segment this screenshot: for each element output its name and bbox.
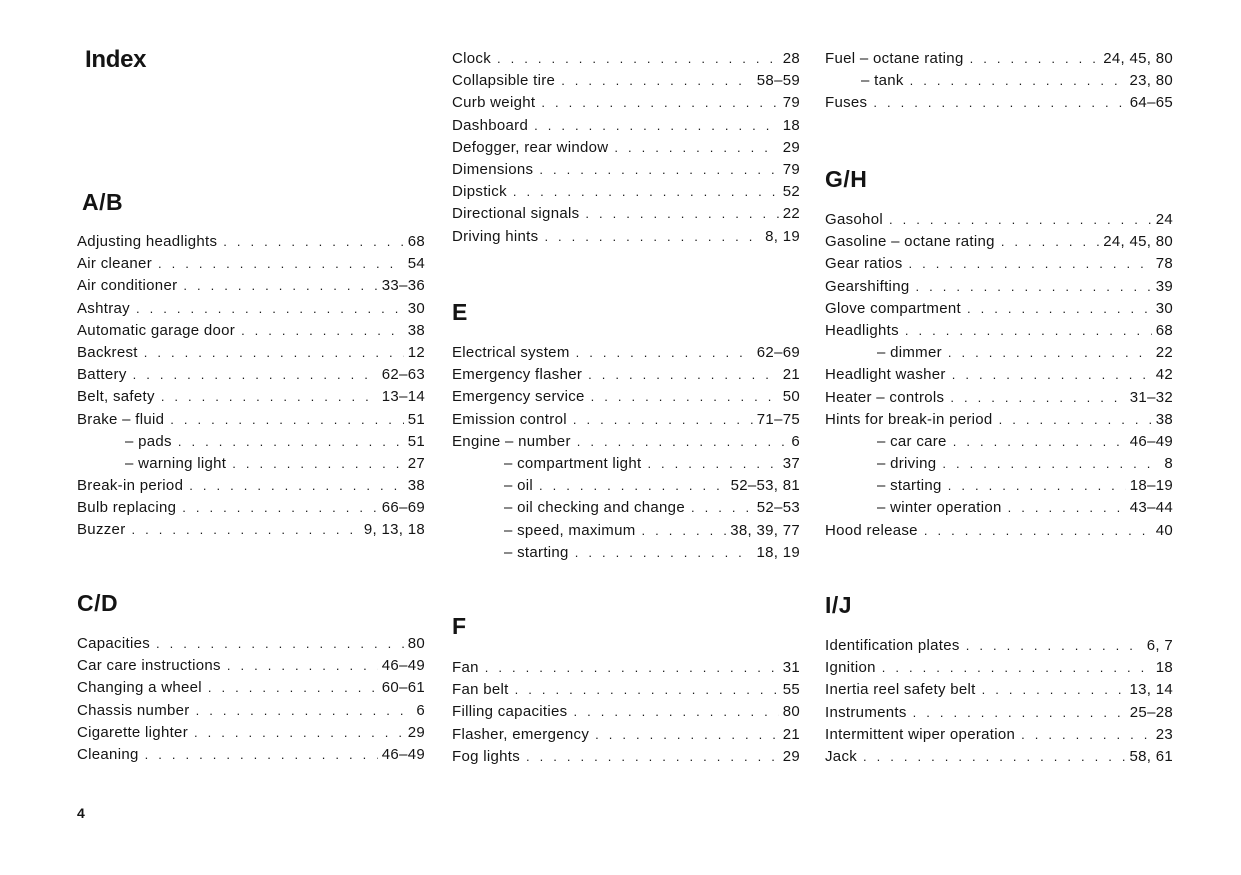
index-subentry: – tank . . . 23, 80	[825, 70, 1173, 92]
index-entry: Jack . . . 58, 61	[825, 746, 1173, 768]
index-subentry: – speed, maximum . . . 38, 39, 77	[452, 520, 800, 542]
index-entry: Bulb replacing . . . 66–69	[77, 497, 425, 519]
index-entry: Hood release . . . 40	[825, 520, 1173, 542]
index-entry: Fuel – octane rating . . . 24, 45, 80	[825, 48, 1173, 70]
index-entry: Buzzer . . . 9, 13, 18	[77, 519, 425, 541]
index-entry: Emission control . . . 71–75	[452, 409, 800, 431]
index-entry: Flasher, emergency . . . 21	[452, 724, 800, 746]
index-entry: Car care instructions . . . 46–49	[77, 655, 425, 677]
index-entry: Air conditioner . . . 33–36	[77, 275, 425, 297]
section-heading-ij: I/J	[825, 592, 853, 618]
section-heading-e: E	[452, 299, 468, 325]
index-entry: Chassis number . . . 6	[77, 700, 425, 722]
index-entry: Fog lights . . . 29	[452, 746, 800, 768]
index-entry: Intermittent wiper operation . . . 23	[825, 724, 1173, 746]
index-entry: Changing a wheel . . . 60–61	[77, 677, 425, 699]
index-subentry: – compartment light . . . 37	[452, 453, 800, 475]
index-entry: Battery . . . 62–63	[77, 364, 425, 386]
index-entry: Dipstick . . . 52	[452, 181, 800, 203]
index-entry: Defogger, rear window . . . 29	[452, 137, 800, 159]
index-entry: Directional signals . . . 22	[452, 203, 800, 225]
entry-list-cd	[77, 633, 425, 766]
index-entry: Engine – number . . . 6	[452, 431, 800, 453]
index-subentry: – starting . . . 18, 19	[452, 542, 800, 564]
index-entry: Break-in period . . . 38	[77, 475, 425, 497]
index-entry: Ashtray . . . 30	[77, 298, 425, 320]
index-entry: Gear ratios . . . 78	[825, 253, 1173, 275]
index-entry: Instruments . . . 25–28	[825, 702, 1173, 724]
index-entry: Adjusting headlights . . . 68	[77, 231, 425, 253]
index-entry: Fan . . . 31	[452, 657, 800, 679]
index-subentry: – oil checking and change . . . 52–53	[452, 497, 800, 519]
entry-list-ij	[825, 635, 1173, 768]
index-entry: Headlights . . . 68	[825, 320, 1173, 342]
entry-list-gh	[825, 209, 1173, 542]
index-entry: Cigarette lighter . . . 29	[77, 722, 425, 744]
index-subentry: – winter operation . . . 43–44	[825, 497, 1173, 519]
index-entry: Gearshifting . . . 39	[825, 276, 1173, 298]
entry-list-cd-continued	[452, 48, 800, 248]
index-entry: Curb weight . . . 79	[452, 92, 800, 114]
index-entry: Fuses . . . 64–65	[825, 92, 1173, 114]
index-entry: Air cleaner . . . 54	[77, 253, 425, 275]
page-title: Index	[85, 46, 147, 73]
entry-list-f	[452, 657, 800, 768]
index-entry: Collapsible tire . . . 58–59	[452, 70, 800, 92]
index-entry: Identification plates . . . 6, 7	[825, 635, 1173, 657]
index-subentry: – driving . . . 8	[825, 453, 1173, 475]
index-entry: Driving hints . . . 8, 19	[452, 226, 800, 248]
index-entry: Automatic garage door . . . 38	[77, 320, 425, 342]
index-entry: Dimensions . . . 79	[452, 159, 800, 181]
index-entry: Dashboard . . . 18	[452, 115, 800, 137]
index-entry: Brake – fluid . . . 51	[77, 409, 425, 431]
index-subentry: – dimmer . . . 22	[825, 342, 1173, 364]
index-entry: Cleaning . . . 46–49	[77, 744, 425, 766]
index-entry: Glove compartment . . . 30	[825, 298, 1173, 320]
index-entry: Electrical system . . . 62–69	[452, 342, 800, 364]
entry-list-f-continued	[825, 48, 1173, 115]
index-entry: Gasohol . . . 24	[825, 209, 1173, 231]
section-heading-gh: G/H	[825, 166, 868, 192]
index-entry: Capacities . . . 80	[77, 633, 425, 655]
section-heading-f: F	[452, 613, 467, 639]
index-subentry: – warning light . . . 27	[77, 453, 425, 475]
index-entry: Headlight washer . . . 42	[825, 364, 1173, 386]
index-subentry: – car care . . . 46–49	[825, 431, 1173, 453]
index-entry: Emergency service . . . 50	[452, 386, 800, 408]
index-subentry: – pads . . . 51	[77, 431, 425, 453]
index-entry: Inertia reel safety belt . . . 13, 14	[825, 679, 1173, 701]
entry-list-ab	[77, 231, 425, 542]
index-entry: Hints for break-in period . . . 38	[825, 409, 1173, 431]
index-subentry: – starting . . . 18–19	[825, 475, 1173, 497]
section-heading-cd: C/D	[77, 590, 119, 616]
entry-list-e	[452, 342, 800, 564]
page-number: 4	[77, 805, 85, 821]
index-entry: Filling capacities . . . 80	[452, 701, 800, 723]
index-entry: Clock . . . 28	[452, 48, 800, 70]
index-entry: Ignition . . . 18	[825, 657, 1173, 679]
index-entry: Gasoline – octane rating . . . 24, 45, 80	[825, 231, 1173, 253]
index-subentry: – oil . . . 52–53, 81	[452, 475, 800, 497]
index-entry: Emergency flasher . . . 21	[452, 364, 800, 386]
index-entry: Belt, safety . . . 13–14	[77, 386, 425, 408]
index-entry: Fan belt . . . 55	[452, 679, 800, 701]
index-entry: Heater – controls . . . 31–32	[825, 387, 1173, 409]
section-heading-ab: A/B	[82, 189, 124, 215]
index-entry: Backrest . . . 12	[77, 342, 425, 364]
